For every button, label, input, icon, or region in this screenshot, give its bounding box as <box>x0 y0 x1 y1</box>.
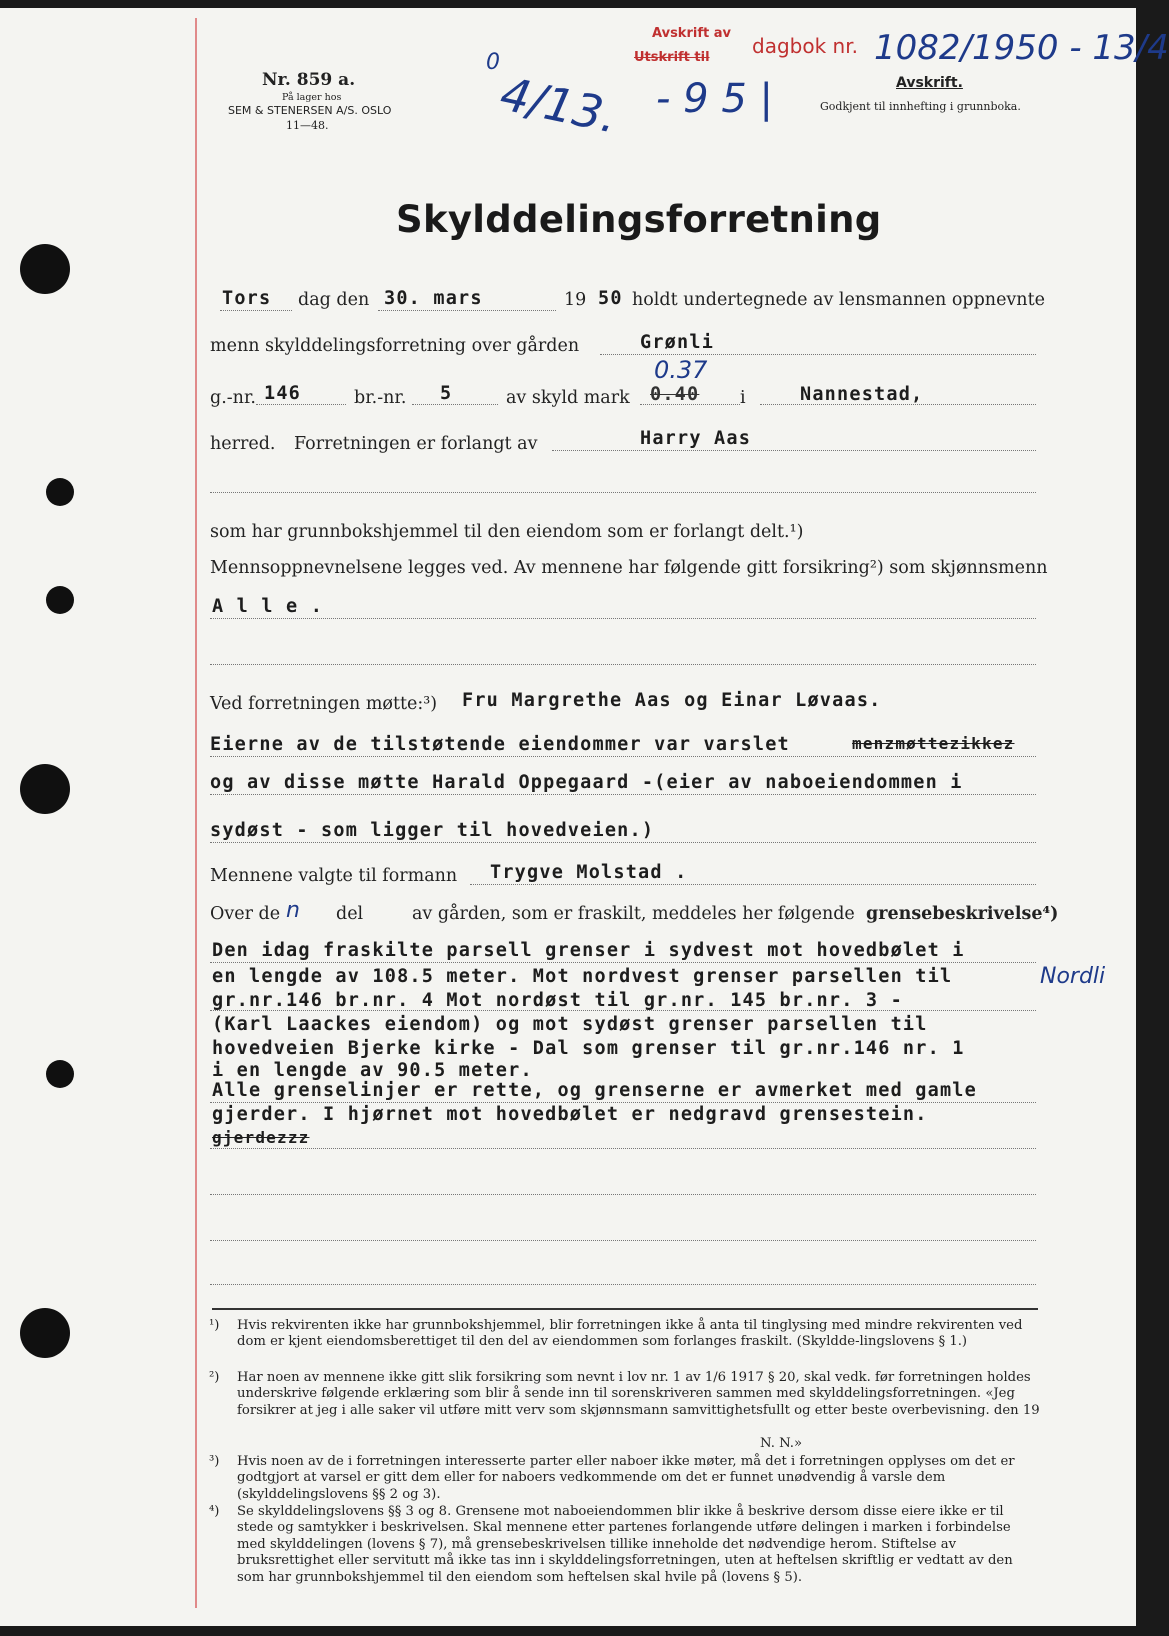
desc-line: Alle grenselinjer er rette, og grenserne er avmerket med gamle <box>212 1080 977 1101</box>
mote-line: Eierne av de tilstøtende eiendommer var varslet <box>210 734 790 755</box>
skyld-old: 0.40 <box>650 384 700 405</box>
i-label: i <box>740 388 746 408</box>
handwritten-mark: 4/13. <box>495 66 623 144</box>
stamp-avskrift-av: Avskrift av <box>652 26 731 41</box>
printer-line: 11—48. <box>286 119 329 132</box>
mote-line: og av disse møtte Harald Oppegaard -(eier av naboeiendommen i <box>210 772 963 793</box>
grense-label: grensebeskrivelse⁴) <box>866 904 1059 924</box>
herred-label: herred. <box>210 434 276 454</box>
formann-label: Mennene valgte til formann <box>210 866 458 886</box>
punch-hole <box>46 1060 74 1088</box>
desc-line-struck: gjerdezzz <box>212 1128 310 1147</box>
skyld-label: av skyld mark <box>506 388 630 408</box>
requested-by: Harry Aas <box>640 428 752 449</box>
date-field: 30. mars <box>384 288 483 309</box>
stamp-dagbok: dagbok nr. <box>752 34 858 58</box>
footnote: ¹) Hvis rekvirenten ikke har grunnbokshjemmel, blir forretningen ikke å anta til tinglysing med mindre rekvirenten ved dom er kjent eiendomsberettiget til den del av eiendommen som forlanges fraskilt. (Skyldde-lingslovens § 1.) <box>209 1318 1023 1350</box>
formann-field: Trygve Molstad . <box>490 862 688 883</box>
dagbok-number: 1082/1950 - 13/4 <box>874 28 1169 68</box>
skjonnsmenn-field: A l l e . <box>212 596 324 617</box>
desc-line: gr.nr.146 br.nr. 4 Mot nordøst til gr.nr. 145 br.nr. 3 - <box>212 990 903 1011</box>
desc-line: (Karl Laackes eiendom) og mot sydøst grenser parsellen til <box>212 1014 928 1035</box>
desc-line: Den idag fraskilte parsell grenser i sydvest mot hovedbølet i <box>212 940 965 961</box>
intro-text: holdt undertegnede av lensmannen oppnevnte <box>632 290 1045 310</box>
footnote: N. N.» <box>760 1436 803 1451</box>
year-field: 50 <box>598 288 623 309</box>
printer-line: SEM & STENERSEN A/S. OSLO <box>228 104 392 117</box>
grunnbok-text: som har grunnbokshjemmel til den eiendom som er forlangt delt.¹) <box>210 522 804 542</box>
punch-hole <box>20 244 70 294</box>
footnote: ²) Har noen av mennene ikke gitt slik forsikring som nevnt i lov nr. 1 av 1/6 1917 § 20, skal vedk. før forretningen holdes underskrive følgende erklæring som blir å sende inn til sorenskriveren sammen med skylddelingsforretningen. «Jeg forsikrer at jeg i alle saker vil utføre mitt verv som skjønnsmann samvittighetsfullt og etter beste overbevisning. den 19 <box>209 1370 1040 1418</box>
desc-line: hovedveien Bjerke kirke - Dal som grenser til gr.nr.146 nr. 1 <box>212 1038 965 1059</box>
punch-hole <box>20 764 70 814</box>
margin-rule <box>195 18 197 1608</box>
printer-line: På lager hos <box>282 92 342 103</box>
requested-label: Forretningen er forlangt av <box>294 434 538 454</box>
skyld-new: 0.37 <box>654 356 708 384</box>
document-title: Skylddelingsforretning <box>396 198 882 241</box>
farm-name: Grønli <box>640 332 715 353</box>
brnr-label: br.-nr. <box>354 388 407 408</box>
mote-line-struck: menzmøttezikkez <box>852 734 1015 753</box>
avskrift-heading: Avskrift. <box>896 75 963 91</box>
farm-label: menn skylddelingsforretning over gården <box>210 336 580 356</box>
margin-note: Nordli <box>1040 964 1106 989</box>
brnr-field: 5 <box>440 383 453 404</box>
punch-hole <box>46 478 74 506</box>
desc-line: en lengde av 108.5 meter. Mot nordvest grenser parsellen til <box>212 966 953 987</box>
municipality: Nannestad, <box>800 384 924 405</box>
desc-line: i en lengde av 90.5 meter. <box>212 1060 533 1081</box>
stamp-utskrift: Utskrift til <box>634 50 710 65</box>
punch-hole <box>20 1308 70 1358</box>
footnote: ³) Hvis noen av de i forretningen interesserte parter eller naboer ikke møter, må det i forretningen opplyses om det er godtgjort at varsel er gitt dem eller for naboers vedkommende om det er funnet unødvendig å varsle dem (skylddelingslovens §§ 2 og 3). <box>209 1454 1015 1502</box>
footnote-rule <box>212 1308 1038 1310</box>
mote-line: Fru Margrethe Aas og Einar Løvaas. <box>462 690 882 711</box>
handwritten-mark: - 9 5 | <box>656 76 773 122</box>
handwritten-mark: 0 <box>486 50 500 75</box>
year-prefix: 19 <box>564 290 587 310</box>
del-label: del <box>336 904 364 924</box>
punch-hole <box>46 586 74 614</box>
date-label: dag den <box>298 290 370 310</box>
mote-label: Ved forretningen møtte:³) <box>210 694 438 714</box>
weekday-field: Tors <box>222 288 272 309</box>
desc-line: gjerder. I hjørnet mot hovedbølet er nedgravd grensestein. <box>212 1104 928 1125</box>
over-den-suffix: n <box>286 898 300 923</box>
footnote: ⁴) Se skylddelingslovens §§ 3 og 8. Grensene mot naboeiendommen blir ikke å beskrive dersom disse eiere ikke er til stede og samtykker i beskrivelsen. Skal mennene etter partenes forlangende utføre delingen i marken i forbindelse med skylddelingen (lovens § 7), må grensebeskrivelsen tillike inneholde det nødvendige herom. Stiftelse av bruksrettighet eller servitutt må ikke tas inn i skylddelingsforretningen, uten at heftelsen skriftlig er vedtatt av den som har grunnbokshjemmel til den eiendom som heftelsen skal hvile på (lovens § 5). <box>209 1504 1013 1585</box>
over-den-label: Over de <box>210 904 281 924</box>
gnr-label: g.-nr. <box>210 388 256 408</box>
document-page <box>0 8 1169 1626</box>
gnr-field: 146 <box>264 383 302 404</box>
mote-line: sydøst - som ligger til hovedveien.) <box>210 820 655 841</box>
avskrift-note: Godkjent til innhefting i grunnboka. <box>820 100 1021 113</box>
mennsoppnevnelse-text: Mennsoppnevnelsene legges ved. Av mennene har følgende gitt forsikring²) som skjønnsmenn <box>210 558 1048 578</box>
av-garden-text: av gården, som er fraskilt, meddeles her følgende <box>412 904 855 924</box>
form-number: Nr. 859 a. <box>262 70 356 90</box>
